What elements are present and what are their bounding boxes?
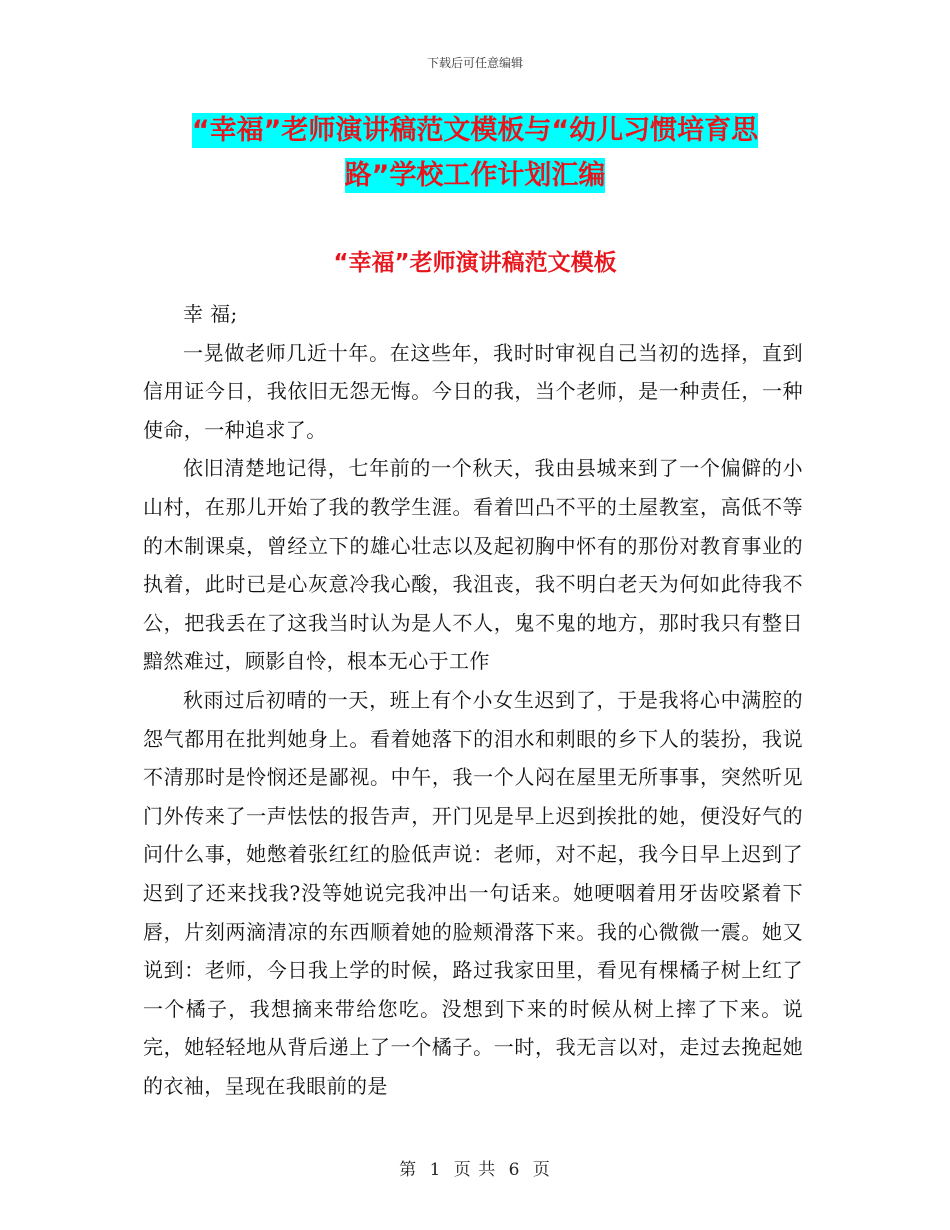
paragraph: 依旧清楚地记得，七年前的一个秋天，我由县城来到了一个偏僻的小山村，在那儿开始了我的教学生涯。看着凹凸不平的土屋教室，高低不等的木制课桌，曾经立下的雄心壮志以及起初胸中怀有的那份对教育事业的执着，此时已是心灰意冷我心酸，我沮丧，我不明白老天为何如此待我不公，把我丢在了这我当时认为是人不人，鬼不鬼的地方，那时我只有整日黯然难过，顾影自怜，根本无心于工作 — [143, 456, 803, 674]
page-total: 6 — [508, 1160, 521, 1180]
document-title — [140, 108, 810, 198]
section-title: “幸福”老师演讲稿范文模板 — [333, 250, 617, 276]
paragraph: 一晃做老师几近十年。在这些年，我时时审视自己当初的选择，直到信用证今日，我依旧无怨无悔。今日的我，当个老师，是一种责任，一种使命，一种追求了。 — [143, 340, 803, 442]
page-label-mid: 页 共 — [453, 1160, 497, 1180]
body-text — [143, 295, 803, 1105]
page-label-prefix: 第 — [399, 1160, 418, 1180]
page-current: 1 — [429, 1160, 442, 1180]
page-label-suffix: 页 — [532, 1160, 551, 1180]
paragraph-salutation: 幸 福; — [183, 302, 238, 326]
header-note: 下载后可任意编辑 — [426, 56, 523, 70]
document-title-line-2: 路”学校工作计划汇编 — [344, 160, 606, 191]
paragraph: 秋雨过后初晴的一天，班上有个小女生迟到了，于是我将心中满腔的怨气都用在批判她身上。看着她落下的泪水和刺眼的乡下人的装扮，我说不清那时是怜悯还是鄙视。中午，我一个人闷在屋里无所事事，突然听见门外传来了一声怯怯的报告声，开门见是早上迟到挨批的她，便没好气的问什么事，她憋着张红红的脸低声说：老师，对不起，我今日早上迟到了迟到了还来找我?没等她说完我冲出一句话来。她哽咽着用牙齿咬紧着下唇，片刻两滴清凉的东西顺着她的脸颊滑落下来。我的心微微一震。她又说到：老师，今日我上学的时候，路过我家田里，看见有棵橘子树上红了一个橘子，我想摘来带给您吃。没想到下来的时候从树上摔了下来。说完，她轻轻地从背后递上了一个橘子。一时，我无言以对，走过去挽起她的衣袖，呈现在我眼前的是 — [143, 687, 803, 1098]
document-title-line-1: “幸福”老师演讲稿范文模板与“幼儿习惯培育思 — [191, 115, 759, 146]
page-footer — [0, 1155, 950, 1180]
